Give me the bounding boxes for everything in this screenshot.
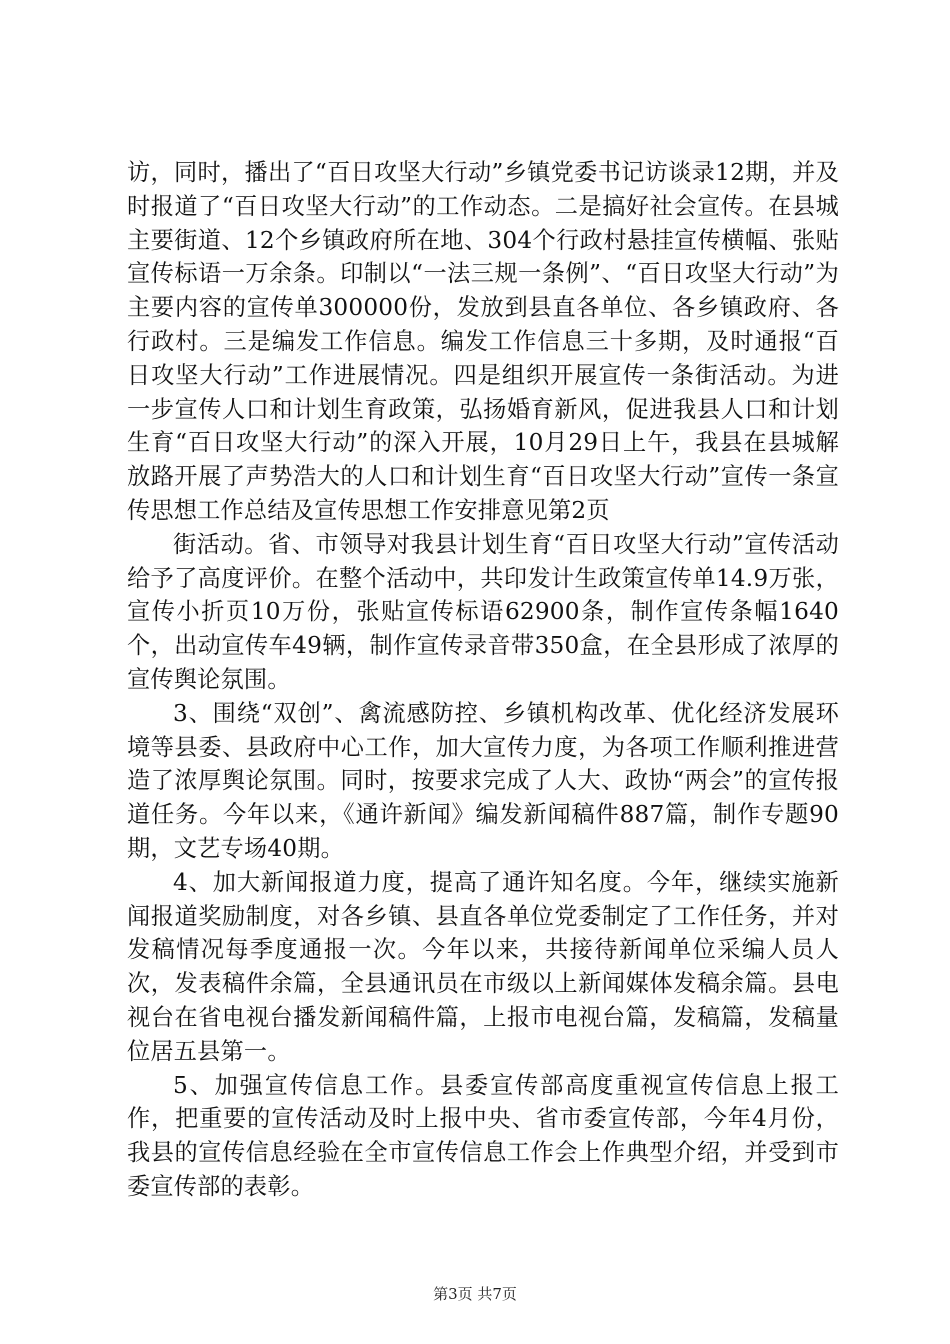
paragraph-2: 街活动。省、市领导对我县计划生育“百日攻坚大行动”宣传活动给予了高度评价。在整个活动中，共印发计生政策宣传单14.9万张，宣传小折页10万份，张贴宣传标语62900条，制作宣传条幅1640个，出动宣传车49辆，制作宣传录音带350盒，在全县形成了浓厚的宣传舆论氛围。	[127, 530, 839, 693]
page-footer: 第3页 共7页	[433, 1285, 517, 1303]
paragraph-4: 4、加大新闻报道力度，提高了通许知名度。今年，继续实施新闻报道奖励制度，对各乡镇、县直各单位党委制定了工作任务，并对发稿情况每季度通报一次。今年以来，共接待新闻单位采编人员人次，发表稿件余篇，全县通讯员在市级以上新闻媒体发稿余篇。县电视台在省电视台播发新闻稿件篇，上报市电视台篇，发稿篇，发稿量位居五县第一。	[127, 868, 839, 1065]
paragraph-3: 3、围绕“双创”、禽流感防控、乡镇机构改革、优化经济发展环境等县委、县政府中心工作，加大宣传力度，为各项工作顺利推进营造了浓厚舆论氛围。同时，按要求完成了人大、政协“两会”的宣传报道任务。今年以来，《通许新闻》编发新闻稿件887篇，制作专题90期，文艺专场40期。	[127, 699, 839, 862]
paragraph-5: 5、加强宣传信息工作。县委宣传部高度重视宣传信息上报工作，把重要的宣传活动及时上报中央、省市委宣传部，今年4月份，我县的宣传信息经验在全市宣传信息工作会上作典型介绍，并受到市委宣传部的表彰。	[127, 1071, 839, 1200]
paragraph-1: 访，同时，播出了“百日攻坚大行动”乡镇党委书记访谈录12期，并及时报道了“百日攻坚大行动”的工作动态。二是搞好社会宣传。在县城主要街道、12个乡镇政府所在地、304个行政村悬挂宣传横幅、张贴宣传标语一万余条。印制以“一法三规一条例”、“百日攻坚大行动”为主要内容的宣传单300000份，发放到县直各单位、各乡镇政府、各行政村。三是编发工作信息。编发工作信息三十多期，及时通报“百日攻坚大行动”工作进展情况。四是组织开展宣传一条街活动。为进一步宣传人口和计划生育政策，弘扬婚育新风，促进我县人口和计划生育“百日攻坚大行动”的深入开展，10月29日上午，我县在县城解放路开展了声势浩大的人口和计划生育“百日攻坚大行动”宣传一条宣传思想工作总结及宣传思想工作安排意见第2页	[127, 159, 839, 524]
document-body	[127, 156, 839, 1204]
